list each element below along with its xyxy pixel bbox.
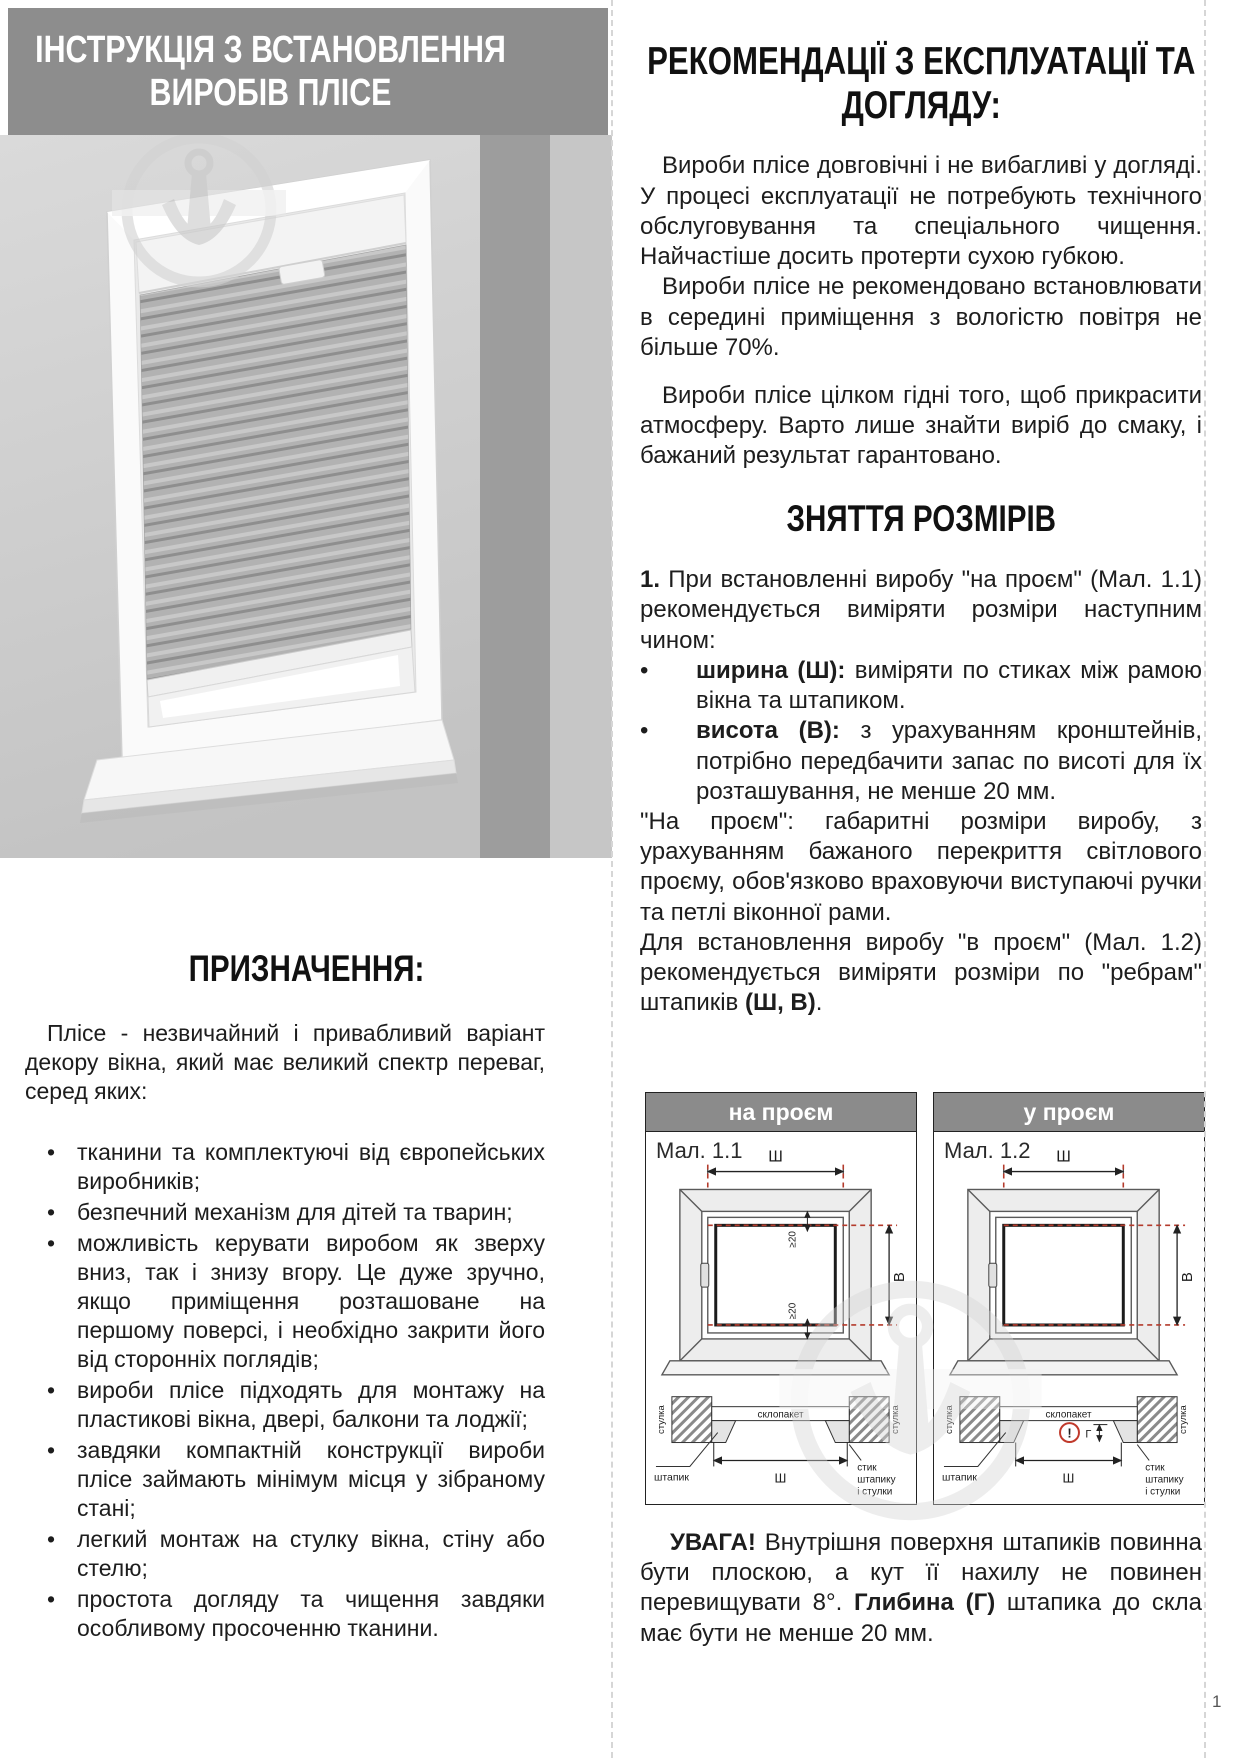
- section-width-label: Ш: [774, 1470, 787, 1486]
- care-heading: РЕКОМЕНДАЦІЇ З ЕКСПЛУАТАЦІЇ ТА ДОГЛЯДУ:: [646, 40, 1196, 127]
- list-item-text: можливість керувати виробом як зверху вниз, так і знизу вгору. Це дуже зручно, якщо приміщення розташоване на першому поверсі, і необхідно закрити його від сторонніх поглядів;: [77, 1230, 545, 1373]
- sizing-p3-end: .: [815, 989, 823, 1017]
- bullet-icon: •: [46, 1139, 56, 1166]
- glazing-label: склопакет: [757, 1409, 804, 1421]
- sizing-heading-wrap: [640, 498, 1202, 539]
- bullet-icon: •: [46, 1377, 56, 1404]
- height-term: висота (В):: [696, 717, 840, 745]
- depth-label: Г: [1085, 1428, 1092, 1441]
- bullet-icon: •: [46, 1230, 56, 1257]
- care-paragraph-3: Вироби плісе цілком гідні того, щоб прикрасити атмосферу. Варто лише знайти виріб до смаку, і бажаний результат гарантовано.: [640, 381, 1202, 470]
- dim-height-label: В: [1179, 1272, 1197, 1283]
- sizing-intro: [640, 565, 1202, 656]
- list-item-text: тканини та комплектуючі від європейських виробників;: [77, 1139, 545, 1195]
- warning-note: [640, 1528, 1202, 1649]
- purpose-intro: Плісе - незвичайний і привабливий варіант декору вікна, який має великий спектр переваг, серед яких:: [25, 1020, 545, 1105]
- section-width-label: Ш: [1062, 1470, 1075, 1486]
- figure-title: у проєм: [934, 1093, 1204, 1132]
- sash-label-right: стулка: [1178, 1405, 1190, 1435]
- dim-width-label: Ш: [768, 1148, 783, 1166]
- wall-shadow-band: [480, 135, 550, 858]
- bullet-icon: •: [640, 656, 649, 684]
- sizing-heading: ЗНЯТТЯ РОЗМІРІВ: [786, 497, 1056, 539]
- gap-label-top: ≥20: [787, 1231, 799, 1248]
- window: [80, 160, 458, 823]
- glazing-label: склопакет: [1045, 1409, 1092, 1421]
- figure-label: Мал. 1.1: [656, 1138, 743, 1163]
- list-item: [25, 1198, 545, 1227]
- sizing-intro-text: При встановленні виробу "на проєм" (Мал. 1.1) рекомендується виміряти розміри наступним чином:: [640, 566, 1202, 654]
- window-handle: [989, 1263, 997, 1287]
- list-item: [25, 1229, 545, 1374]
- purpose-section: [25, 1019, 545, 1642]
- bead-cross-section: [654, 1397, 901, 1498]
- care-paragraph-1: Вироби плісе довговічні і не вибагливі у догляді. У процесі експлуатації не потребують технічного обслуговування та спеціального чищення. Найчастіше досить протерти сухою губкою.: [640, 152, 1202, 271]
- bullet-icon: •: [46, 1437, 56, 1464]
- warning-label: УВАГА!: [670, 1529, 756, 1556]
- list-item: [25, 1436, 545, 1523]
- list-item-text: безпечний механізм для дітей та тварин;: [77, 1199, 513, 1226]
- right-column: [640, 40, 1202, 1647]
- bead-cross-section: [942, 1397, 1189, 1498]
- joint-label-1: стик: [1145, 1462, 1165, 1474]
- figure-panel-in-opening: [933, 1092, 1205, 1505]
- warning-text-2: штапика до скла має бути не менше 20 мм.: [640, 1589, 1202, 1647]
- height-definition: з урахуванням кронштейнів, потрібно передбачити запас по висоті для їх розташування, не менше 20 мм.: [696, 717, 1202, 805]
- sash-label-left: стулка: [943, 1405, 955, 1435]
- joint-label-1: стик: [857, 1462, 877, 1474]
- wall-corner: [550, 135, 612, 858]
- bullet-icon: •: [46, 1525, 56, 1552]
- measurement-list: [640, 656, 1202, 807]
- joint-label-2: штапику: [857, 1474, 896, 1486]
- sizing-paragraph-2: "На проєм": габаритні розміри виробу, з урахуванням бажаного перекриття світлового проєму, обов'язково враховуючи виступаючі ручки та петлі віконної рами.: [640, 808, 1202, 926]
- figure-label: Мал. 1.2: [944, 1138, 1031, 1163]
- bullet-icon: •: [46, 1585, 56, 1612]
- instruction-header: [8, 8, 608, 135]
- left-column: [0, 0, 612, 1645]
- warning-depth-term: Глибина (Г): [854, 1589, 996, 1617]
- sizing-paragraph-3: [640, 928, 1202, 1019]
- purpose-heading-wrap: [0, 948, 612, 989]
- list-item: [25, 1376, 545, 1434]
- warning-exclamation: !: [1067, 1425, 1072, 1441]
- bullet-icon: •: [46, 1199, 56, 1226]
- list-item: [640, 656, 1202, 716]
- window-drawing: [950, 1189, 1177, 1374]
- window-drawing: [662, 1189, 889, 1374]
- product-photo: [0, 135, 612, 858]
- list-item-text: вироби плісе підходять для монтажу на пластикові вікна, двері, балкони та лоджії;: [77, 1377, 545, 1433]
- list-item-text: легкий монтаж на стулку вікна, стіну або стелю;: [77, 1525, 545, 1581]
- gap-label-bottom: ≥20: [787, 1302, 799, 1320]
- list-item: [25, 1525, 545, 1583]
- sizing-p3-bold: (Ш, В): [744, 989, 816, 1017]
- purpose-heading: ПРИЗНАЧЕННЯ:: [188, 948, 424, 989]
- list-item-text: простота догляду та чищення завдяки особливому просоченню тканини.: [77, 1585, 545, 1641]
- sash-label-left: стулка: [655, 1405, 667, 1435]
- list-item-text: [696, 716, 1202, 807]
- width-definition: виміряти по стиках між рамою вікна та штапиком.: [696, 656, 1202, 715]
- width-term: ширина (Ш):: [696, 656, 846, 684]
- list-item: [640, 716, 1202, 807]
- instruction-header-title: ІНСТРУКЦІЯ З ВСТАНОВЛЕННЯ ВИРОБІВ ПЛІСЕ: [35, 28, 506, 114]
- list-item: [25, 1585, 545, 1643]
- bead-label: штапик: [941, 1472, 977, 1484]
- figure-panel-on-opening: [645, 1092, 917, 1505]
- list-item-text: [696, 656, 1202, 716]
- bullet-icon: •: [640, 717, 649, 745]
- page-number: 1: [1212, 1692, 1222, 1711]
- benefits-list: [25, 1138, 545, 1642]
- sizing-step-number: 1.: [640, 566, 661, 594]
- sizing-p3-text: Для встановлення виробу "в проєм" (Мал. 1.2) рекомендується виміряти розміри по "ребрам" штапиків: [640, 928, 1202, 1017]
- dim-width-label: Ш: [1056, 1148, 1071, 1166]
- joint-label-3: і стулки: [857, 1486, 893, 1498]
- window-handle: [701, 1263, 709, 1287]
- window-measure-diagram-2: [934, 1131, 1203, 1503]
- joint-label-2: штапику: [1145, 1474, 1184, 1486]
- figure-title: на проєм: [646, 1093, 916, 1132]
- care-paragraph-2: Вироби плісе не рекомендовано встановлювати в середині приміщення з вологістю повітря не більше 70%.: [640, 273, 1202, 361]
- bead-label: штапик: [653, 1472, 689, 1484]
- fold-line-left: [611, 0, 613, 1758]
- window-blind-photo: [0, 135, 612, 858]
- dim-height-label: В: [891, 1272, 909, 1283]
- pleated-blind: [140, 245, 411, 680]
- list-item: [25, 1138, 545, 1196]
- fold-line-right: [1204, 0, 1206, 1758]
- joint-label-3: і стулки: [1145, 1486, 1181, 1498]
- window-measure-diagram-1: [646, 1131, 915, 1503]
- list-item-text: завдяки компактній конструкції вироби плісе займають мінімум місця у зібраному стані;: [77, 1437, 545, 1521]
- sash-label-right: стулка: [890, 1405, 902, 1435]
- warning-text-1: Внутрішня поверхня штапиків повинна бути плоскою, а кут її нахилу не повинен перевищувати 8°.: [640, 1529, 1202, 1617]
- care-heading-wrap: [640, 40, 1202, 127]
